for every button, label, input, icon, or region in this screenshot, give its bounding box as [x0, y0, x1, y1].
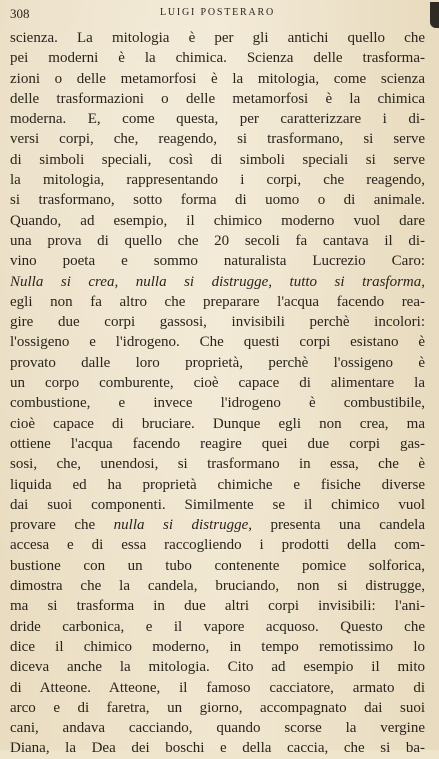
line-prefix: provare che: [10, 517, 114, 534]
page-edge-tab: [430, 2, 439, 28]
text-line: bustione con un tubo contenente pomice solforica,: [10, 557, 425, 574]
text-line: combustione, e invece l'idrogeno è combustibile,: [10, 395, 425, 412]
text-line: zioni o delle metamorfosi è la mitologia, come scienza: [10, 70, 425, 87]
text-line: vino poeta e sommo naturalista Lucrezio Caro:: [10, 253, 425, 270]
text-line: Diana, la Dea dei boschi e della caccia, che si ba-: [10, 740, 425, 757]
text-line: ottiene l'acqua facendo reagire quei due corpi gas-: [10, 435, 425, 452]
text-line-with-italic: [10, 515, 425, 535]
text-line: scienza. La mitologia è per gli antichi quello che: [10, 30, 425, 46]
running-head: LUIGI POSTERARO: [159, 7, 276, 18]
text-line: provato dalle loro proprietà, perchè l'ossigeno è: [10, 354, 425, 371]
text-line: gire due corpi gassosi, invisibili perchè incolori:: [10, 314, 425, 331]
text-line: diceva anche la mitologia. Cito ad esempio il mito: [10, 659, 425, 676]
page-number: 308: [10, 6, 30, 21]
text-line: egli non fa altro che preparare l'acqua facendo rea-: [10, 293, 425, 310]
text-line: sosi, che, unendosi, si trasformano in essa, che è: [10, 456, 425, 473]
text-line: Quando, ad esempio, il chimico moderno vuol dare: [10, 212, 425, 229]
italic-phrase: nulla si distrugge,: [113, 517, 252, 534]
text-line: delle trasformazioni o delle metamorfosi è la chimica: [10, 90, 425, 107]
body-text: [10, 28, 425, 759]
line-suffix: presenta una candela: [251, 517, 425, 534]
text-line: di Atteone. Atteone, il famoso cacciatore, armato di: [10, 679, 425, 696]
text-line: la mitologia, rappresentando i corpi, che reagendo,: [10, 172, 425, 189]
text-line: dride carbonica, e il vapore acquoso. Questo che: [10, 618, 425, 635]
text-line: dice il chimico moderno, in tempo remotissimo lo: [10, 638, 425, 655]
text-line: si trasformano, sotto forma di uomo o di animale.: [10, 192, 425, 209]
text-line: cani, andava cacciando, quando scorse la vergine: [10, 720, 425, 737]
text-line: dimostra che la candela, bruciando, non si distrugge,: [10, 578, 425, 595]
italic-quote: Nulla si crea, nulla si distrugge, tutto si trasforma,: [10, 273, 425, 290]
text-line: liquida ed ha proprietà chimiche e fisiche diverse: [10, 476, 425, 493]
text-line: arco e di faretra, un giorno, accompagnato dai suoi: [10, 699, 425, 716]
text-line: pei moderni è la chimica. Scienza delle trasforma-: [10, 50, 425, 67]
text-line: ma si trasforma in due altri corpi invisibili: l'ani-: [10, 598, 425, 615]
text-line: dai suoi componenti. Similmente se il chimico vuol: [10, 496, 425, 513]
text-line-italic-quote: [10, 272, 425, 292]
text-line: di simboli speciali, così di simboli speciali si serve: [10, 151, 425, 168]
text-line: moderna. E, come questa, per caratterizzare i di-: [10, 111, 425, 128]
text-line: una prova di quello che 20 secoli fa cantava il di-: [10, 232, 425, 249]
page-header: [10, 6, 425, 26]
text-line: accesa e di essa raccogliendo i prodotti della com-: [10, 537, 425, 554]
text-line: versi corpi, che, reagendo, si trasformano, si serve: [10, 131, 425, 148]
text-line: l'ossigeno e l'idrogeno. Che questi corpi esistano è: [10, 334, 425, 351]
text-line: cioè capace di bruciare. Dunque egli non crea, ma: [10, 415, 425, 432]
text-line: un corpo comburente, cioè capace di alimentare la: [10, 375, 425, 392]
